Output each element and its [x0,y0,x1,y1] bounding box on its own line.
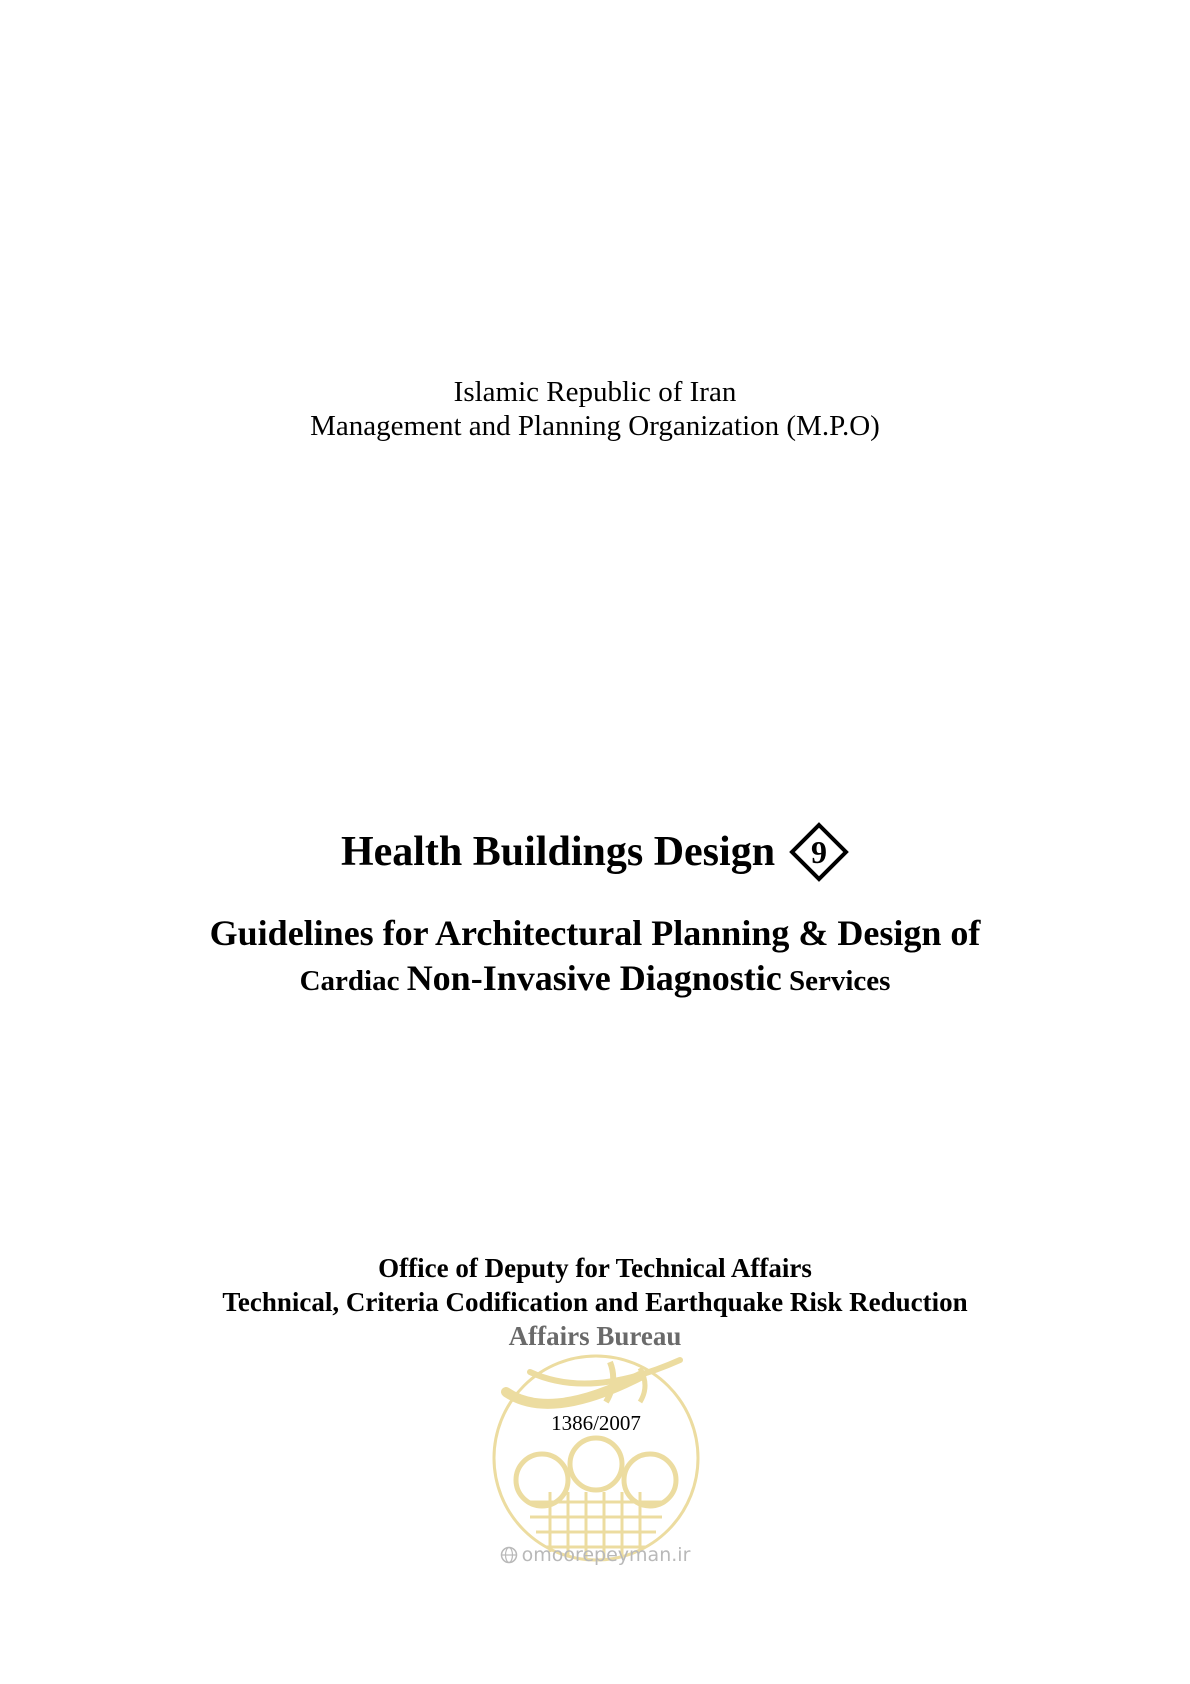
title-row [0,822,1190,882]
office-name: Office of Deputy for Technical Affairs [378,1253,812,1283]
globe-icon [500,1546,518,1564]
subtitle-line-1: Guidelines for Architectural Planning & Design of [209,913,981,953]
volume-number: 9 [811,834,828,870]
omoorepeyman-seal-logo [490,1352,702,1564]
bureau-name-line-2: Affairs Bureau [508,1321,682,1351]
organization-name: Management and Planning Organization (M.P.O) [310,410,880,442]
subtitle-line-2 [0,956,1190,1008]
website-watermark [0,1543,1190,1567]
bureau-name-line-1: Technical, Criteria Codification and Earthquake Risk Reduction [222,1287,968,1317]
document-title: Health Buildings Design [340,829,776,875]
publication-year: 1386/2007 [551,1411,641,1435]
subtitle-part-1: Cardiac [299,965,407,997]
subtitle-part-3: Services [781,965,891,997]
watermark-text: omoorepeyman.ir [521,1544,691,1566]
country-name: Islamic Republic of Iran [453,376,737,408]
volume-badge [789,822,849,882]
subtitle-part-2: Non-Invasive Diagnostic [406,958,782,998]
